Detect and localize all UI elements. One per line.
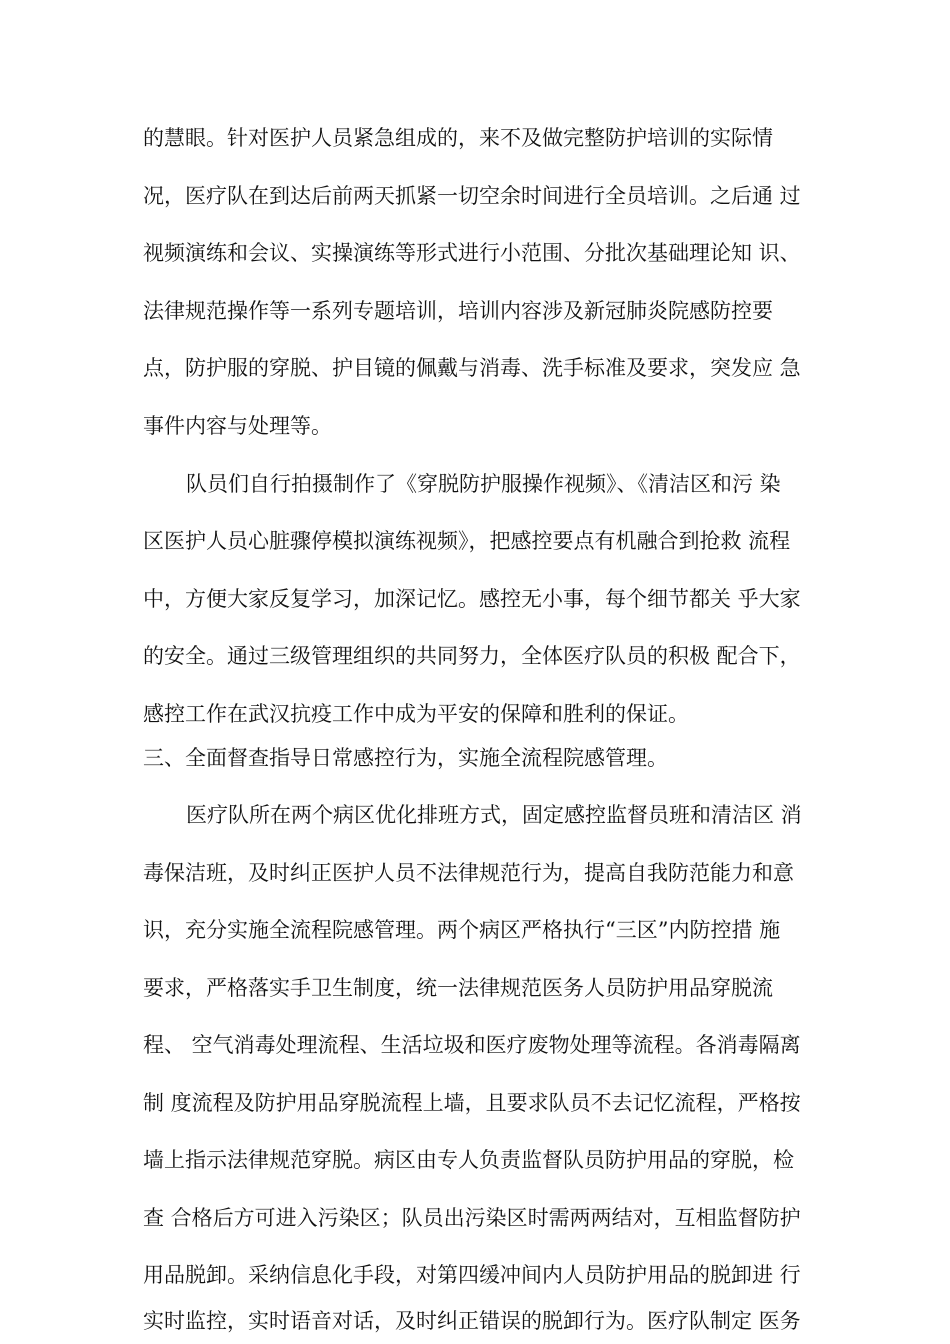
text-line: 实时监控，实时语音对话，及时纠正错误的脱卸行为。医疗队制定 医务 [143,1309,801,1333]
text-line: 事件内容与处理等。 [143,414,332,438]
text-line: 墙上指示法律规范穿脱。病区由专人负责监督队员防护用品的穿脱，检 [143,1148,794,1172]
text-line: 法律规范操作等一系列专题培训，培训内容涉及新冠肺炎院感防控要 [143,299,773,323]
text-line: 医疗队所在两个病区优化排班方式，固定感控监督员班和清洁区 消 [186,803,802,827]
text-line: 中，方便大家反复学习，加深记忆。感控无小事，每个细节都关 乎大家 [143,587,801,611]
text-line: 的慧眼。针对医护人员紧急组成的，来不及做完整防护培训的实际情 [143,126,773,150]
section-heading: 三、全面督查指导日常感控行为，实施全流程院感管理。 [143,746,668,770]
text-line: 点，防护服的穿脱、护目镜的佩戴与消毒、洗手标准及要求，突发应 急 [143,356,801,380]
text-line: 制 度流程及防护用品穿脱流程上墙，且要求队员不去记忆流程，严格按 [143,1091,801,1115]
text-line: 感控工作在武汉抗疫工作中成为平安的保障和胜利的保证。 [143,702,689,726]
text-line: 识，充分实施全流程院感管理。两个病区严格执行“三区”内防控措 施 [143,918,781,942]
text-line: 查 合格后方可进入污染区；队员出污染区时需两两结对，互相监督防护 [143,1206,801,1230]
text-line: 用品脱卸。采纳信息化手段，对第四缓冲间内人员防护用品的脱卸进 行 [143,1263,801,1287]
text-line: 程、 空气消毒处理流程、生活垃圾和医疗废物处理等流程。各消毒隔离 [143,1033,801,1057]
text-line: 视频演练和会议、实操演练等形式进行小范围、分批次基础理论知 识、 [143,241,801,265]
text-line: 区医护人员心脏骤停模拟演练视频》，把感控要点有机融合到抢救 流程 [143,529,791,553]
text-line: 况，医疗队在到达后前两天抓紧一切空余时间进行全员培训。之后通 过 [143,184,801,208]
text-line: 毒保洁班，及时纠正医护人员不法律规范行为，提高自我防范能力和意 [143,861,794,885]
text-line: 队员们自行拍摄制作了《穿脱防护服操作视频》、《清洁区和污 染 [186,472,781,496]
text-line: 的安全。通过三级管理组织的共同努力，全体医疗队员的积极 配合下， [143,644,801,668]
text-line: 要求，严格落实手卫生制度，统一法律规范医务人员防护用品穿脱流 [143,976,773,1000]
